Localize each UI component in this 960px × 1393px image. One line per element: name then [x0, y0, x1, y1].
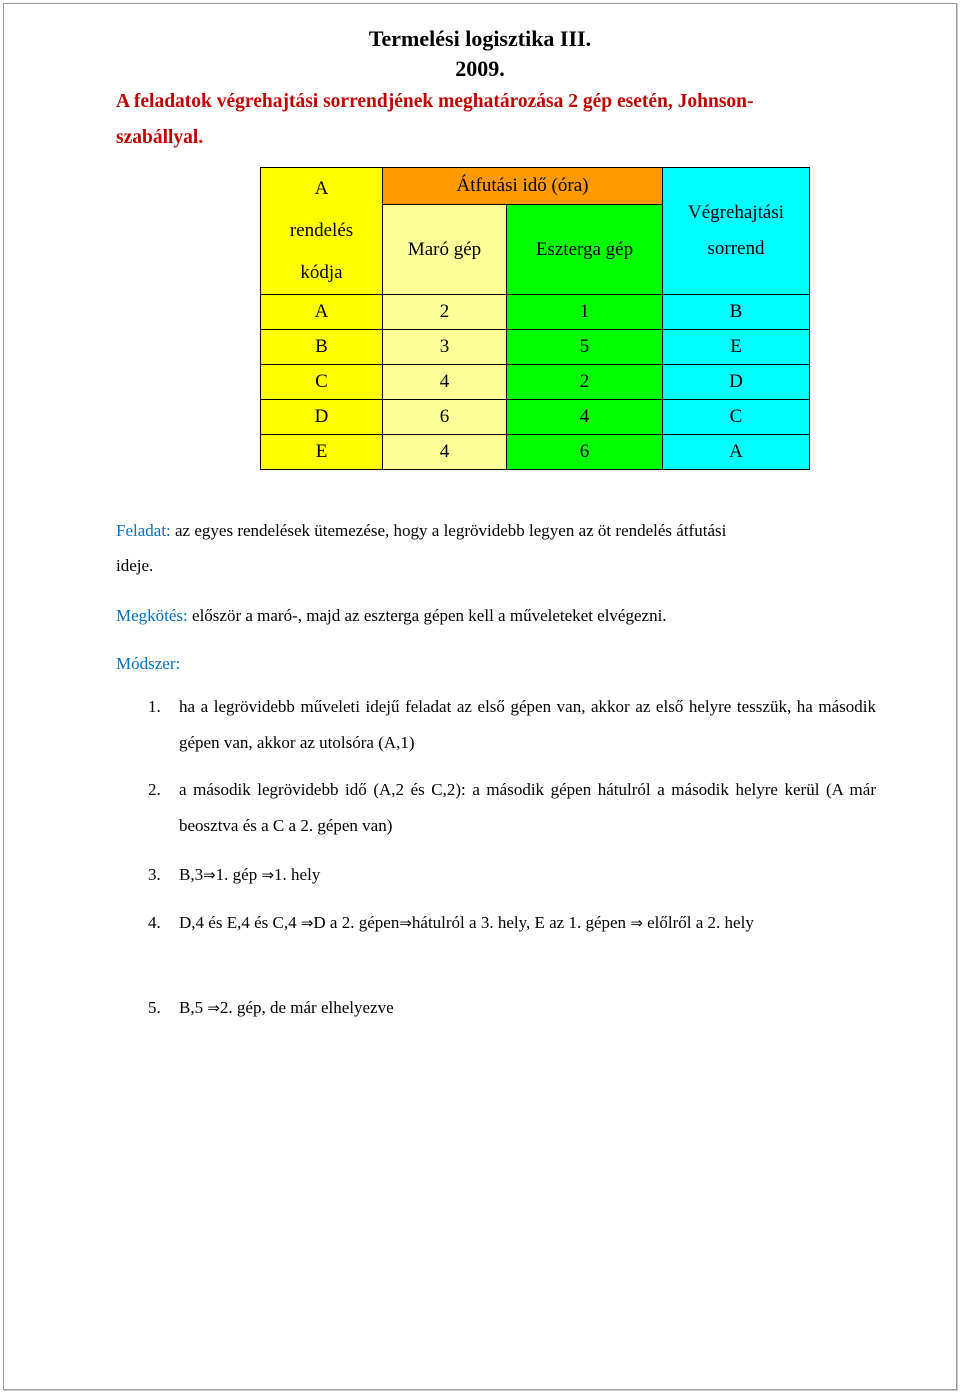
step-number: 5.	[148, 998, 161, 1017]
lathe-time-cell: 4	[507, 400, 663, 435]
step-text-part: B,3	[179, 865, 204, 884]
sequence-header-line: sorrend	[707, 238, 765, 259]
document-year: 2009.	[455, 56, 505, 81]
implies-arrow-icon: ⇒	[261, 866, 275, 884]
constraint-label: Megkötés:	[116, 606, 188, 625]
order-code-header	[261, 168, 383, 295]
milling-machine-header: Maró gép	[383, 205, 507, 295]
order-code-cell: B	[261, 330, 383, 365]
lathe-time-cell: 5	[507, 330, 663, 365]
order-code-cell: E	[261, 435, 383, 470]
sequence-cell: A	[663, 435, 810, 470]
lathe-time-cell: 2	[507, 365, 663, 400]
implies-arrow-icon: ⇒	[630, 914, 643, 932]
method-step-1	[148, 689, 876, 761]
step-text: ha a legrövidebb műveleti idejű feladat az első gépen van, akkor az első helyre tesszük, ha második gépen van, akkor az utolsóra (A,1)	[179, 697, 876, 752]
step-text-part: D a 2. gépen	[313, 913, 400, 932]
schedule-table	[260, 167, 810, 470]
step-text-part: hátulról a 3. hely, E az 1. gépen	[411, 913, 631, 932]
document-title: Termelési logisztika III.	[368, 26, 592, 51]
table-row	[261, 295, 810, 330]
sequence-header-line: Végrehajtási	[687, 202, 784, 223]
method-label: Módszer:	[116, 654, 181, 673]
document-subtitle: A feladatok végrehajtási sorrendjének meghatározása 2 gép esetén, Johnson-szabállyal.	[116, 91, 754, 148]
milling-time-cell: 3	[383, 330, 507, 365]
task-text: az egyes rendelések ütemezése, hogy a legrövidebb legyen az öt rendelés átfutási	[170, 521, 727, 540]
sequence-cell: C	[663, 400, 810, 435]
lathe-time-cell: 6	[507, 435, 663, 470]
task-paragraph	[116, 513, 726, 583]
sequence-cell: E	[663, 330, 810, 365]
constraint-text: először a maró-, majd az eszterga gépen kell a műveleteket elvégezni.	[187, 606, 667, 625]
sequence-header	[663, 168, 810, 295]
table-row	[261, 435, 810, 470]
step-text-part: előlről a 2. hely	[642, 913, 754, 932]
milling-time-cell: 4	[383, 435, 507, 470]
step-text: a második legrövidebb idő (A,2 és C,2): a második gépen hátulról a második helyre kerül (A már beosztva és a C a 2. gépen van)	[179, 780, 876, 835]
implies-arrow-icon: ⇒	[207, 999, 220, 1017]
method-step-3	[148, 857, 876, 893]
task-text-continued: ideje.	[116, 556, 154, 575]
step-number: 1.	[148, 697, 161, 716]
step-number: 3.	[148, 865, 161, 884]
implies-arrow-icon: ⇒	[203, 866, 216, 884]
step-number: 2.	[148, 780, 161, 799]
table-row	[261, 400, 810, 435]
sequence-cell: B	[663, 295, 810, 330]
order-code-header-line: kódja	[300, 262, 343, 283]
step-text-part: B,5	[179, 998, 208, 1017]
task-label: Feladat:	[116, 521, 171, 540]
table-row	[261, 365, 810, 400]
step-text-part: 1. gép	[215, 865, 262, 884]
constraint-paragraph	[116, 598, 667, 633]
implies-arrow-icon: ⇒	[399, 914, 412, 932]
order-code-cell: D	[261, 400, 383, 435]
step-number: 4.	[148, 913, 161, 932]
order-code-cell: C	[261, 365, 383, 400]
step-text-part: D,4 és E,4 és C,4	[179, 913, 301, 932]
order-code-header-line: rendelés	[289, 220, 354, 241]
step-text	[179, 857, 876, 893]
milling-time-cell: 4	[383, 365, 507, 400]
lead-time-header: Átfutási idő (óra)	[383, 168, 663, 205]
table-row	[261, 330, 810, 365]
milling-time-cell: 2	[383, 295, 507, 330]
step-text-part: 2. gép, de már elhelyezve	[219, 998, 394, 1017]
implies-arrow-icon: ⇒	[300, 914, 314, 932]
step-text	[179, 905, 876, 941]
sequence-cell: D	[663, 365, 810, 400]
method-step-4	[148, 905, 876, 941]
lathe-machine-header: Eszterga gép	[507, 205, 663, 295]
method-step-5	[148, 990, 876, 1026]
method-step-2	[148, 772, 876, 844]
step-text-part: 1. hely	[274, 865, 321, 884]
order-code-header-line: A	[314, 178, 329, 199]
milling-time-cell: 6	[383, 400, 507, 435]
lathe-time-cell: 1	[507, 295, 663, 330]
order-code-cell: A	[261, 295, 383, 330]
step-text	[179, 990, 876, 1026]
